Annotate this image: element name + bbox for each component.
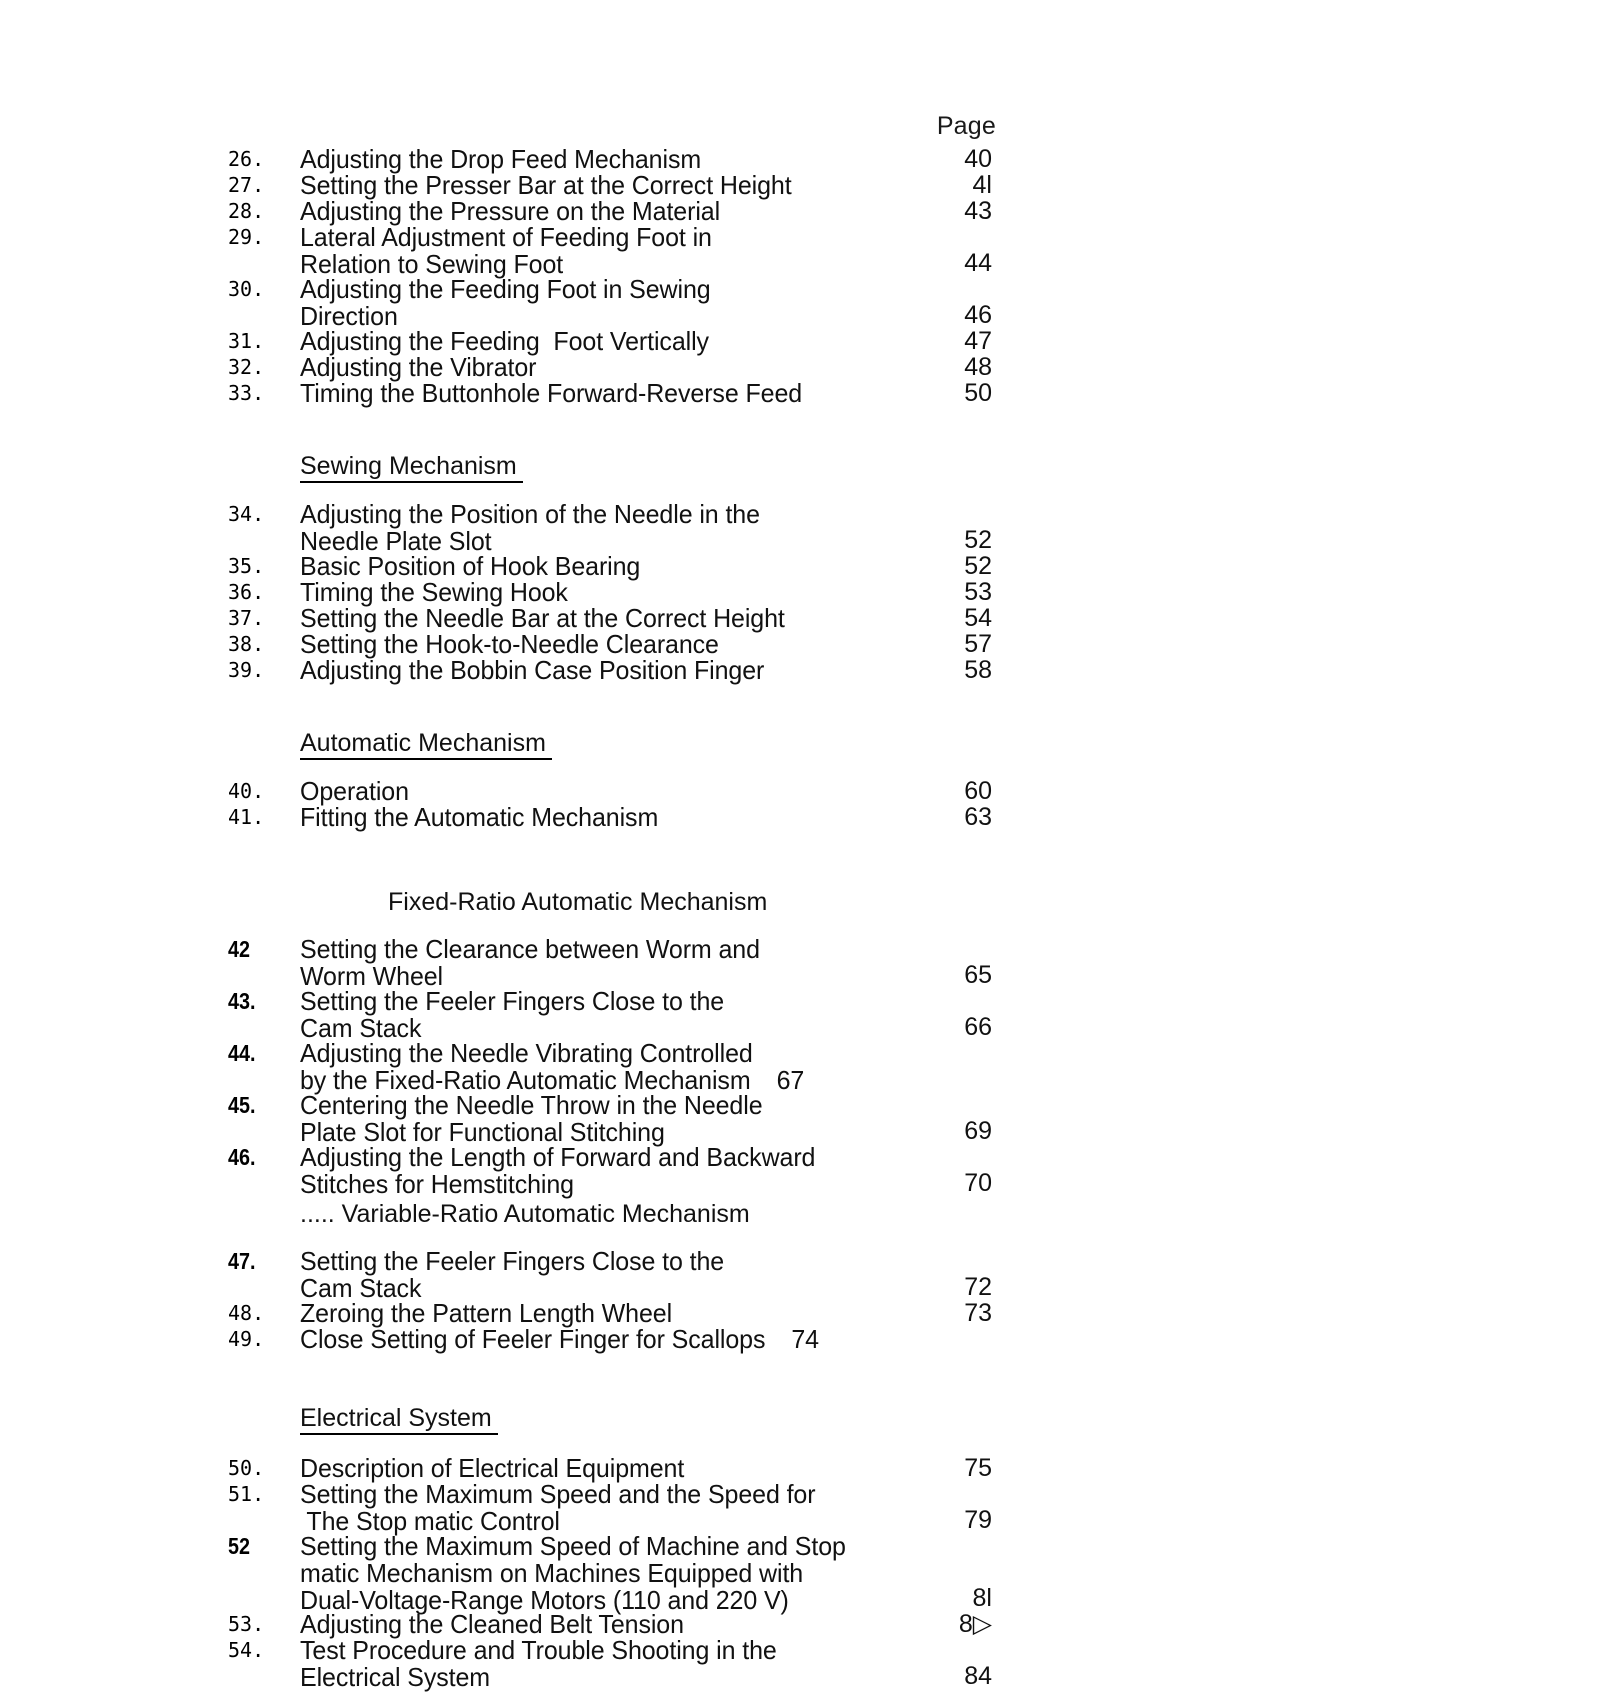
toc-entry-title-line: Adjusting the Bobbin Case Position Finger — [300, 655, 765, 686]
toc-entry-number: 54. — [228, 1638, 265, 1662]
toc-entry-title-line: Setting the Hook-to-Needle Clearance — [300, 629, 719, 660]
toc-entry-number: 37. — [228, 606, 265, 630]
toc-entry-page-number: 43 — [964, 197, 992, 225]
toc-entry-title — [300, 1040, 1236, 1094]
toc-entry-number: 53. — [228, 1612, 265, 1636]
toc-entry-page-number: 53 — [964, 578, 992, 606]
toc-entry-number: 48. — [228, 1301, 265, 1325]
section-heading-label: ..... Variable-Ratio Automatic Mechanism — [300, 1200, 750, 1228]
toc-entry-title-line: Relation to Sewing Foot — [300, 250, 564, 280]
toc-entry-page-number: 60 — [964, 777, 992, 805]
toc-entry-number: 45. — [228, 1092, 256, 1118]
toc-entry-number: 27. — [228, 173, 265, 197]
toc-entry-title-line: Stitches for Hemstitching — [300, 1170, 574, 1200]
toc-entry-title-line: Setting the Clearance between Worm and — [300, 934, 760, 965]
vertical-spacer — [0, 483, 1236, 501]
toc-entry-title-line: Setting the Feeler Fingers Close to the — [300, 1246, 725, 1277]
toc-entry-number: 36. — [228, 580, 265, 604]
toc-entry-title-line: matic Mechanism on Machines Equipped with — [300, 1559, 804, 1589]
toc-entry[interactable] — [0, 222, 1236, 280]
vertical-spacer — [0, 760, 1236, 778]
toc-entry-title-line: Centering the Needle Throw in the Needle — [300, 1090, 763, 1121]
toc-entry[interactable] — [0, 1298, 1236, 1329]
toc-entry-title-line: Electrical System — [300, 1663, 491, 1692]
toc-entry[interactable] — [0, 499, 1236, 557]
toc-entry[interactable] — [0, 1324, 1236, 1355]
toc-entry[interactable] — [0, 1142, 1236, 1200]
toc-entry-page-number: 47 — [964, 327, 992, 355]
toc-entry[interactable] — [0, 934, 1236, 992]
toc-entry[interactable] — [0, 1246, 1236, 1304]
toc-entry-title-line: Setting the Maximum Speed of Machine and Stop — [300, 1531, 846, 1562]
toc-entry-number: 39. — [228, 658, 265, 682]
toc-entry-page-number: 72 — [964, 1273, 992, 1301]
toc-entry[interactable] — [0, 655, 1236, 686]
toc-entry[interactable] — [0, 802, 1236, 833]
toc-entry-page-number: 79 — [964, 1506, 992, 1534]
toc-entry-page-number: 75 — [964, 1454, 992, 1482]
toc-entry-page-number: 52 — [964, 526, 992, 554]
toc-entry-page-number: 73 — [964, 1299, 992, 1327]
toc-entry[interactable] — [0, 326, 1236, 357]
toc-entry-page-number: 8▷ — [958, 1610, 992, 1638]
toc-entry-number: 30. — [228, 277, 265, 301]
toc-entry[interactable] — [0, 170, 1236, 201]
toc-entry[interactable] — [0, 776, 1236, 807]
section-heading-label: Sewing Mechanism — [300, 452, 523, 483]
toc-entry-number: 44. — [228, 1040, 256, 1066]
section-heading — [0, 1404, 1536, 1435]
section-heading — [0, 1200, 1536, 1228]
toc-entry-page-number: 46 — [964, 301, 992, 329]
toc-entry-page-number: 67 — [776, 1066, 805, 1096]
toc-entry-number: 49. — [228, 1327, 265, 1351]
toc-entry[interactable] — [0, 144, 1236, 175]
toc-entry-page-number: 84 — [964, 1662, 992, 1690]
toc-entry-number: 35. — [228, 554, 265, 578]
toc-entry-title-line: Adjusting the Length of Forward and Backward — [300, 1142, 816, 1173]
toc-entry-number: 51. — [228, 1482, 265, 1506]
vertical-spacer — [0, 916, 1236, 936]
toc-entry[interactable] — [0, 986, 1236, 1044]
toc-entry-title-line: Plate Slot for Functional Stitching — [300, 1118, 665, 1148]
toc-entry-number: 41. — [228, 805, 265, 829]
toc-entry-number: 26. — [228, 147, 265, 171]
toc-entry-number: 38. — [228, 632, 265, 656]
toc-entry-title-line: Worm Wheel — [300, 962, 444, 992]
toc-entry[interactable] — [0, 378, 1236, 409]
toc-entry[interactable] — [0, 603, 1236, 634]
toc-entry-title-line: Timing the Sewing Hook — [300, 577, 568, 608]
toc-entry[interactable] — [0, 1090, 1236, 1148]
toc-entry-page-number: 69 — [964, 1117, 992, 1145]
toc-entry-number: 42 — [228, 936, 251, 962]
toc-entry-title-line: Cam Stack — [300, 1274, 422, 1304]
toc-entry-title-line: Test Procedure and Trouble Shooting in the — [300, 1635, 777, 1666]
toc-entry-number: 31. — [228, 329, 265, 353]
vertical-spacer — [0, 406, 1236, 452]
toc-entry[interactable] — [0, 1531, 1236, 1616]
toc-entry-page-number: 66 — [964, 1013, 992, 1041]
toc-entry-title-line: The Stop matic Control — [300, 1507, 560, 1537]
toc-entry[interactable] — [0, 274, 1236, 332]
toc-entry-page-number: 52 — [964, 552, 992, 580]
section-heading — [0, 452, 1536, 483]
toc-entry-title-line: Basic Position of Hook Bearing — [300, 551, 641, 582]
toc-entry-title — [300, 1326, 1236, 1353]
toc-entry-number: 50. — [228, 1456, 265, 1480]
toc-entry-title-line: Fitting the Automatic Mechanism — [300, 802, 659, 833]
toc-entry-number: 34. — [228, 502, 265, 526]
toc-entry-title-line: Adjusting the Position of the Needle in the — [300, 499, 760, 530]
toc-entry-page-number: 50 — [964, 379, 992, 407]
toc-entry-title-line: Timing the Buttonhole Forward-Reverse Feed — [300, 378, 803, 409]
toc-entry-page-number: 65 — [964, 961, 992, 989]
toc-entry-title-line: Adjusting the Feeding Foot Vertically — [300, 326, 709, 357]
toc-entry-title-line: Operation — [300, 776, 409, 807]
toc-entry-number: 47. — [228, 1248, 256, 1274]
toc-entry-title-line: Adjusting the Pressure on the Material — [300, 196, 721, 227]
toc-entry-title-line: Needle Plate Slot — [300, 527, 492, 557]
toc-entry[interactable] — [0, 352, 1236, 383]
section-heading-label: Electrical System — [300, 1404, 498, 1435]
toc-entry-title-line: Dual-Voltage-Range Motors (110 and 220 V) — [300, 1586, 789, 1616]
toc-entry-title-line: Zeroing the Pattern Length Wheel — [300, 1298, 673, 1329]
vertical-spacer — [0, 1352, 1236, 1404]
toc-entry-number: 32. — [228, 355, 265, 379]
toc-entry-title-line: Setting the Needle Bar at the Correct Height — [300, 603, 785, 634]
vertical-spacer — [0, 1228, 1236, 1248]
toc-entry-title-line: Setting the Maximum Speed and the Speed for — [300, 1479, 816, 1510]
toc-entry-title-line: Setting the Feeler Fingers Close to the — [300, 986, 725, 1017]
section-heading — [0, 729, 1536, 760]
toc-entry-title-line: Adjusting the Cleaned Belt Tension — [300, 1609, 684, 1640]
toc-entry-page-number: 48 — [964, 353, 992, 381]
vertical-spacer — [0, 1435, 1236, 1455]
toc-entry-number: 40. — [228, 779, 265, 803]
toc-entry-title-line: Adjusting the Needle Vibrating Controlled — [300, 1038, 753, 1069]
toc-entry-title-line: by the Fixed-Ratio Automatic Mechanism 67 — [300, 1066, 805, 1096]
toc-entry[interactable] — [0, 1635, 1236, 1692]
page-column-header: Page — [936, 112, 996, 140]
section-heading-label: Automatic Mechanism — [300, 729, 552, 760]
toc-entry-title-line: Lateral Adjustment of Feeding Foot in — [300, 222, 712, 253]
toc-entry[interactable] — [0, 551, 1236, 582]
toc-entry-title-line: Direction — [300, 302, 398, 332]
toc-entry-page-number: 8l — [972, 1584, 992, 1612]
vertical-spacer — [0, 830, 1236, 888]
toc-entry-title-line: Adjusting the Drop Feed Mechanism — [300, 144, 702, 175]
toc-entry[interactable] — [0, 629, 1236, 660]
toc-entry-number: 29. — [228, 225, 265, 249]
toc-entry-number: 43. — [228, 988, 256, 1014]
toc-entry[interactable] — [0, 196, 1236, 227]
toc-entry[interactable] — [0, 1479, 1236, 1537]
toc-entry-page-number: 40 — [964, 145, 992, 173]
toc-entry-title-line: Adjusting the Feeding Foot in Sewing — [300, 274, 711, 305]
toc-entry-number: 33. — [228, 381, 265, 405]
toc-entry-page-number: 63 — [964, 803, 992, 831]
toc-entry-title-line: Close Setting of Feeler Finger for Scallops 74 — [300, 1324, 819, 1355]
toc-entry-title-line: Setting the Presser Bar at the Correct Height — [300, 170, 792, 201]
vertical-spacer — [0, 683, 1236, 729]
toc-entry-page-number: 58 — [964, 656, 992, 684]
toc-entry-page-number: 4l — [972, 171, 992, 199]
toc-entry[interactable] — [0, 1453, 1236, 1484]
toc-entry-title-line: Cam Stack — [300, 1014, 422, 1044]
toc-entry[interactable] — [0, 1609, 1236, 1640]
toc-entry-page-number: 44 — [964, 249, 992, 277]
toc-entry-number: 52 — [228, 1533, 251, 1559]
section-heading — [0, 888, 1624, 916]
toc-entry-number: 28. — [228, 199, 265, 223]
toc-entry[interactable] — [0, 577, 1236, 608]
toc-entry-page-number: 54 — [964, 604, 992, 632]
toc-entry-page-number: 70 — [964, 1169, 992, 1197]
toc-entry-page-number: 57 — [964, 630, 992, 658]
table-of-contents-list — [0, 144, 1236, 1692]
toc-entry-number: 46. — [228, 1144, 256, 1170]
toc-entry-page-number: 74 — [791, 1324, 819, 1355]
toc-entry-title-line: Adjusting the Vibrator — [300, 352, 537, 383]
section-heading-label: Fixed-Ratio Automatic Mechanism — [388, 888, 768, 916]
toc-entry[interactable] — [0, 1038, 1236, 1096]
toc-entry-title-line: Description of Electrical Equipment — [300, 1453, 685, 1484]
